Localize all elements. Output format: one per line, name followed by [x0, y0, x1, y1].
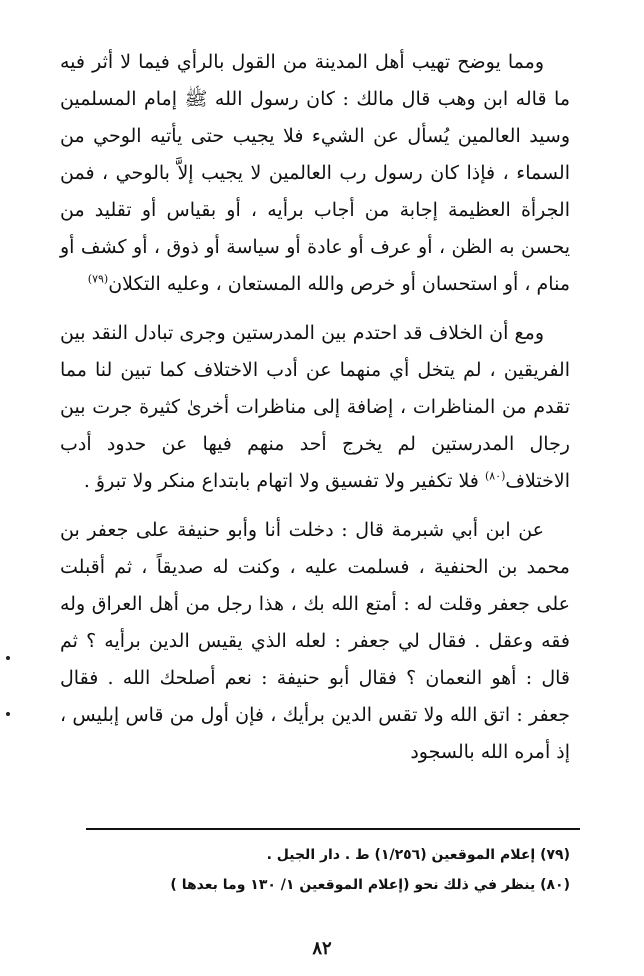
footnote-ref-79: (٧٩)	[87, 272, 109, 286]
paragraph-2-text: ومع أن الخلاف قد احتدم بين المدرستين وجرى تبادل النقد بين الفريقين ، لم يتخل أي منهما عن أدب الاختلاف كما تبين لنا مما تقدم من المناظرات ، إضافة إلى مناظرات أخرىٰ كثيرة جرت بين رجال المدرستين لم يخرج أحد منهم فيها عن حدود أدب الاختلاف	[60, 322, 570, 492]
footnote-80: (٨٠) ينظر في ذلك نحو (إعلام الموقعين ١/ ١٣٠ وما بعدها )	[170, 877, 570, 893]
margin-dot	[6, 712, 10, 716]
footnotes	[60, 840, 570, 900]
page-number: ٨٢	[312, 938, 332, 959]
main-text	[60, 44, 570, 783]
paragraph-3	[60, 512, 570, 771]
paragraph-1-text: ومما يوضح تهيب أهل المدينة من القول بالرأي فيما لا أثر فيه ما قاله ابن وهب قال مالك : كان رسول الله ﷺ إمام المسلمين وسيد العالمين يُسأل عن الشيء فلا يجيب حتى يأتيه الوحي من السماء ، فإذا كان رسول رب العالمين لا يجيب إلاَّ بالوحي ، فمن الجرأة العظيمة إجابة من أجاب برأيه ، أو بقياس أو تقليد من يحسن به الظن ، أو عرف أو عادة أو سياسة أو ذوق ، أو كشف أو منام ، أو استحسان أو خرص والله المستعان ، وعليه التكلان	[60, 51, 570, 295]
margin-dot	[6, 656, 10, 660]
footnote-79: (٧٩) إعلام الموقعين (١/٢٥٦) ط . دار الجيل .	[266, 847, 570, 863]
paragraph-1	[60, 44, 570, 303]
footnote-ref-80: (٨٠)	[484, 469, 506, 483]
paragraph-2	[60, 315, 570, 500]
footnote-separator	[86, 828, 580, 830]
paragraph-2-tail: فلا تكفير ولا تفسيق ولا اتهام بابتداع منكر ولا تبرؤ .	[83, 470, 485, 492]
paragraph-3-text: عن ابن أبي شبرمة قال : دخلت أنا وأبو حنيفة على جعفر بن محمد بن الحنفية ، فسلمت عليه ، وكنت له صديقاً ، ثم أقبلت على جعفر وقلت له : أمتع الله بك ، هذا رجل من أهل العراق وله فقه وعقل . فقال لي جعفر : لعله الذي يقيس الدين برأيه ؟ ثم قال : أهو النعمان ؟ فقال أبو حنيفة : نعم أصلحك الله . فقال جعفر : اتق الله ولا تقس الدين برأيك ، فإن أول من قاس إبليس ، إذ أمره الله بالسجود	[60, 519, 570, 763]
